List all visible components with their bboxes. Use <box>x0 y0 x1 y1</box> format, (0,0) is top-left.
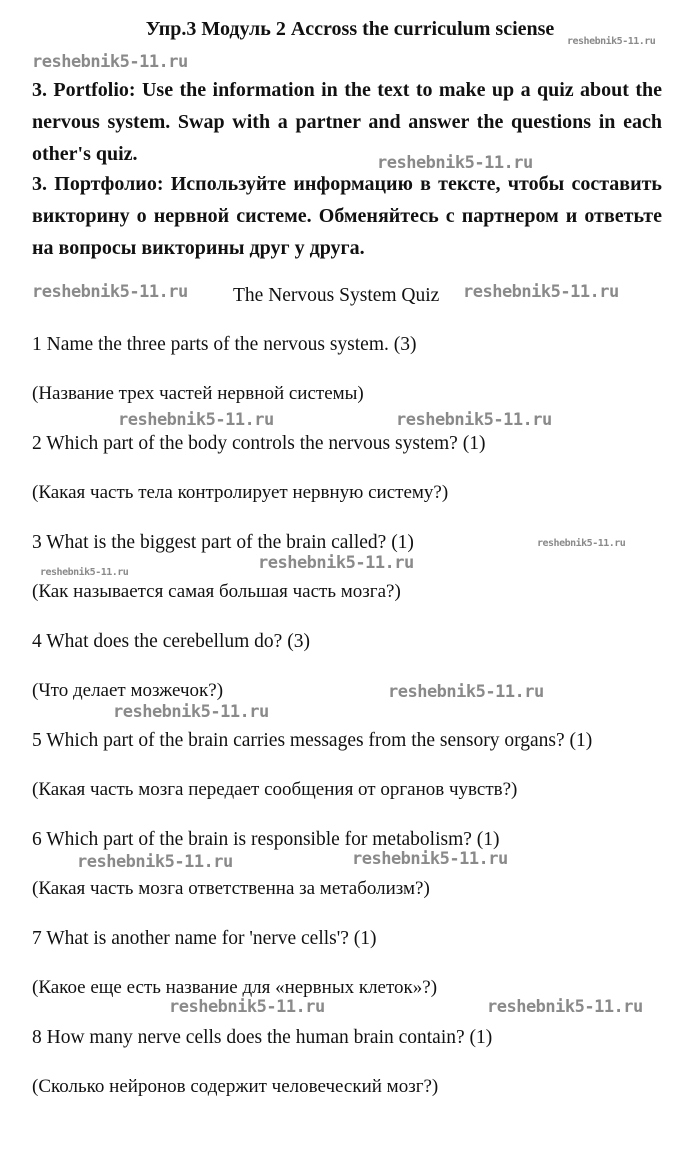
watermark: reshebnik5-11.ru <box>169 997 325 1017</box>
watermark: reshebnik5-11.ru <box>377 153 533 173</box>
question-8: 8 How many nerve cells does the human brain contain? (1) <box>32 1027 493 1048</box>
question-2-translation: (Какая часть тела контролирует нервную систему?) <box>32 482 449 503</box>
watermark: reshebnik5-11.ru <box>388 682 544 702</box>
question-6: 6 Which part of the brain is responsible for metabolism? (1) <box>32 829 500 850</box>
watermark: reshebnik5-11.ru <box>32 52 188 72</box>
question-7: 7 What is another name for 'nerve cells'? (1) <box>32 928 377 949</box>
question-1-translation: (Название трех частей нервной системы) <box>32 383 364 404</box>
task-english: 3. Portfolio: Use the information in the text to make up a quiz about the nervous system. Swap with a partner and answer the questions in each other's quiz. <box>32 79 662 165</box>
question-3: 3 What is the biggest part of the brain called? (1) <box>32 532 414 553</box>
watermark: reshebnik5-11.ru <box>396 410 552 430</box>
question-4-translation: (Что делает мозжечок?) <box>32 680 224 701</box>
question-4: 4 What does the cerebellum do? (3) <box>32 631 310 652</box>
question-2: 2 Which part of the body controls the nervous system? (1) <box>32 433 486 454</box>
watermark: reshebnik5-11.ru <box>463 282 619 302</box>
watermark: reshebnik5-11.ru <box>40 567 129 578</box>
watermark: reshebnik5-11.ru <box>258 553 414 573</box>
quiz-title: The Nervous System Quiz <box>233 285 440 306</box>
question-3-translation: (Как называется самая большая часть мозга?) <box>32 581 401 602</box>
watermark: reshebnik5-11.ru <box>77 852 233 872</box>
watermark: reshebnik5-11.ru <box>113 702 269 722</box>
question-6-translation: (Какая часть мозга ответственна за метаболизм?) <box>32 878 430 899</box>
watermark: reshebnik5-11.ru <box>32 282 188 302</box>
question-5-translation: (Какая часть мозга передает сообщения от органов чувств?) <box>32 779 518 800</box>
task-russian: 3. Портфолио: Используйте информацию в тексте, чтобы составить викторину о нервной системе. Обменяйтесь с партнером и ответьте на вопросы викторины друг у друга. <box>32 173 662 259</box>
watermark: reshebnik5-11.ru <box>567 36 656 47</box>
page-title: Упр.3 Модуль 2 Accross the curriculum sciense <box>145 18 555 40</box>
question-7-translation: (Какое еще есть название для «нервных клеток»?) <box>32 977 438 998</box>
watermark: reshebnik5-11.ru <box>487 997 643 1017</box>
watermark: reshebnik5-11.ru <box>118 410 274 430</box>
question-8-translation: (Сколько нейронов содержит человеческий мозг?) <box>32 1076 439 1097</box>
question-1: 1 Name the three parts of the nervous system. (3) <box>32 334 417 355</box>
question-5: 5 Which part of the brain carries messages from the sensory organs? (1) <box>32 730 593 751</box>
watermark: reshebnik5-11.ru <box>352 849 508 869</box>
watermark: reshebnik5-11.ru <box>537 538 626 549</box>
